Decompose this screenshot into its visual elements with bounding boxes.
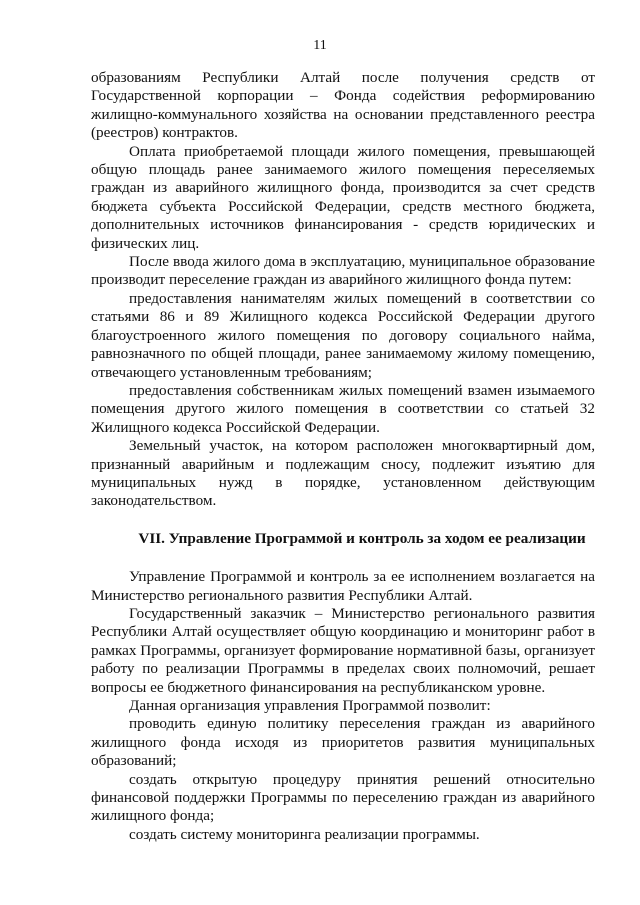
- page-content: [91, 69, 595, 844]
- paragraph: Данная организация управления Программой позволит:: [129, 697, 491, 714]
- spacer: [91, 511, 595, 530]
- paragraph: проводить единую политику переселения граждан из аварийного жилищного фонда исходя из приоритетов развития муниципальных образований;: [91, 715, 595, 770]
- paragraph: Государственный заказчик – Министерство регионального развития Республики Алтай осуществляет общую координацию и мониторинг работ в рамках Программы, организует формирование нормативной базы, организует работу по реализации Программы в пределах своих полномочий, решает вопросы ее бюджетного финансирования на республиканском уровне.: [91, 604, 595, 696]
- paragraph: Оплата приобретаемой площади жилого помещения, превышающей общую площадь ранее занимаемого жилого помещения переселяемых граждан из аварийного жилищного фонда, производится за счет средств бюджета субъекта Российской Федерации, средств местного бюджета, дополнительных источников финансирования - средств юридических и физических лиц.: [91, 142, 595, 252]
- section-heading: VII. Управление Программой и контроль за ходом ее реализации: [138, 529, 586, 547]
- page-number: 11: [313, 38, 327, 53]
- paragraph: После ввода жилого дома в эксплуатацию, муниципальное образование производит переселение граждан из аварийного жилищного фонда путем:: [91, 253, 595, 289]
- paragraph: образованиям Республики Алтай после получения средств от Государственной корпорации – Фонда содействия реформированию жилищно-коммунального хозяйства на основании представленного реестра (реестров) контрактов.: [91, 69, 595, 142]
- paragraph: Земельный участок, на котором расположен многоквартирный дом, признанный аварийным и подлежащим сносу, подлежит изъятию для муниципальных нужд в порядке, установленном действующим законодательством.: [91, 437, 595, 510]
- paragraph: создать систему мониторинга реализации программы.: [129, 825, 480, 843]
- paragraph: создать открытую процедуру принятия решений относительно финансовой поддержки Программы по переселению граждан из аварийного жилищного фонда;: [91, 770, 595, 825]
- paragraph-group-after: [91, 568, 595, 844]
- paragraph-group-before: [91, 69, 595, 511]
- paragraph: предоставления нанимателям жилых помещений в соответствии со статьями 86 и 89 Жилищного кодекса Российской Федерации другого благоустроенного жилого помещения по договору социального найма, равнозначного по общей площади, ранее занимаемому жилому помещению, отвечающего установленным требованиям;: [91, 289, 595, 381]
- spacer: [91, 548, 595, 568]
- paragraph: предоставления собственникам жилых помещений взамен изымаемого помещения другого жилого помещения в соответствии со статьей 32 Жилищного кодекса Российской Федерации.: [91, 381, 595, 436]
- paragraph: Управление Программой и контроль за ее исполнением возлагается на Министерство регионального развития Республики Алтай.: [91, 568, 595, 604]
